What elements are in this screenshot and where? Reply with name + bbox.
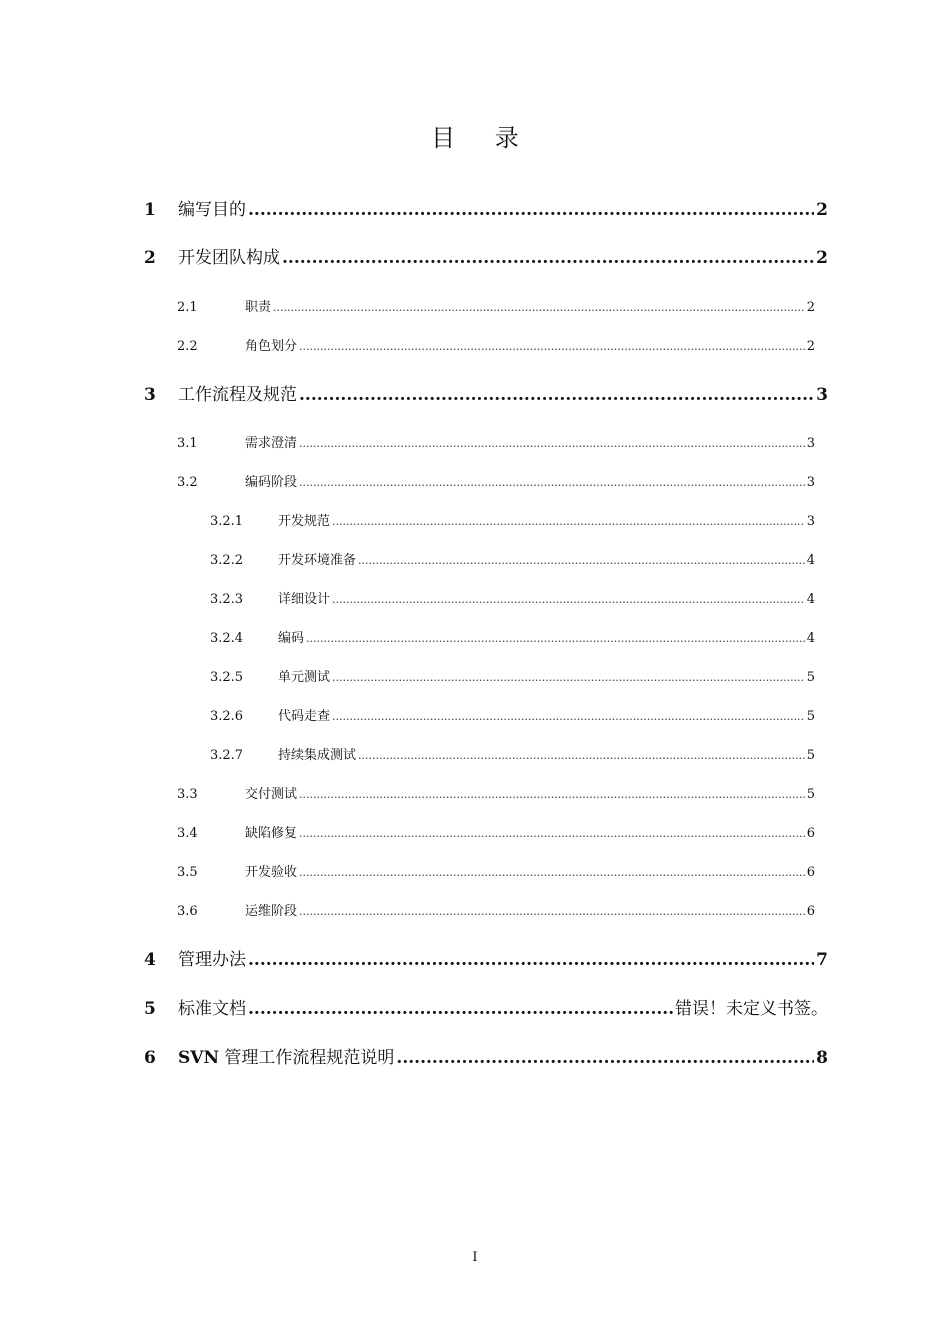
toc-entry-3-2-5[interactable] [210,666,815,685]
toc-entry-page: 5 [806,787,815,802]
toc-entry-title: 开发环境准备 [278,553,357,568]
toc-entry-title: 编写目的 [178,200,246,220]
toc-entry-3-4[interactable] [177,822,815,841]
dot-leader [273,301,805,314]
toc-entry-page: 3 [806,436,815,451]
toc-entry-title: 交付测试 [245,787,298,802]
dot-leader [299,788,805,801]
toc-entry-page: 2 [816,248,828,268]
toc-entry-3-2-1[interactable] [210,510,815,529]
toc-entry-page: 6 [806,904,815,919]
toc-entry-page: 4 [806,553,815,568]
toc-entry-number: 6 [144,1048,156,1068]
toc-entry-title: 管理办法 [178,950,246,970]
dot-leader [282,248,814,268]
toc-entry-page: 6 [806,826,815,841]
toc-entry-number: 3.2.1 [210,514,244,529]
toc-entry-title: 开发验收 [245,865,298,880]
toc-entry-number: 3.2.6 [210,709,244,724]
toc-entry-number: 3.1 [177,436,198,451]
toc-entry-3-5[interactable] [177,861,815,880]
toc-entry-page: 2 [816,200,828,220]
toc-entry-title: 运维阶段 [245,904,298,919]
dot-leader [358,749,805,762]
toc-entry-number: 2.2 [177,339,198,354]
toc-title: 目 录 [431,124,535,152]
toc-entry-title: 详细设计 [278,592,331,607]
toc-entry-number: 5 [144,999,156,1019]
dot-leader [396,1048,814,1068]
toc-entry-3-2-2[interactable] [210,549,815,568]
toc-entry-title [178,1043,394,1068]
page-number-footer: I [472,1250,478,1265]
toc-entry-title: 职责 [245,300,272,315]
toc-entry-page: 4 [806,631,815,646]
toc-entry-title: 工作流程及规范 [178,385,297,405]
toc-entry-5[interactable] [144,994,828,1019]
toc-entry-1[interactable] [144,195,828,220]
toc-entry-number: 3.2.3 [210,592,244,607]
toc-entry-2-2[interactable] [177,335,815,354]
toc-entry-page: 5 [806,748,815,763]
toc-entry-title-rest: 管理工作流程规范说明 [219,1048,395,1068]
toc-entry-page: 2 [806,300,815,315]
toc-entry-number: 3.2.2 [210,553,244,568]
dot-leader [299,385,814,405]
dot-leader [332,593,805,606]
toc-entry-number: 3.6 [177,904,198,919]
toc-entry-number: 2 [144,248,156,268]
dot-leader [299,866,805,879]
toc-entry-page: 4 [806,592,815,607]
dot-leader [306,632,805,645]
toc-entry-title-latin: SVN [178,1048,220,1068]
toc-entry-page-error: 错误！未定义书签。 [675,999,828,1019]
dot-leader [299,827,805,840]
toc-entry-title: 持续集成测试 [278,748,357,763]
dot-leader [358,554,805,567]
toc-entry-number: 3.2 [177,475,198,490]
toc-entry-page: 3 [816,385,828,405]
dot-leader [332,710,805,723]
toc-entry-number: 3.4 [177,826,198,841]
toc-entry-title: 单元测试 [278,670,331,685]
toc-entry-number: 3.5 [177,865,198,880]
toc-entry-title: 角色划分 [245,339,298,354]
dot-leader [299,905,805,918]
toc-entry-page: 3 [806,475,815,490]
toc-entry-3-2-6[interactable] [210,705,815,724]
toc-entry-number: 3.2.7 [210,748,244,763]
toc-entry-title: 编码阶段 [245,475,298,490]
dot-leader [299,340,805,353]
toc-entry-title: 代码走查 [278,709,331,724]
toc-entry-page: 8 [816,1048,828,1068]
toc-entry-title: 开发规范 [278,514,331,529]
toc-entry-3-2-4[interactable] [210,627,815,646]
toc-entry-3[interactable] [144,380,828,405]
toc-entry-number: 3.2.5 [210,670,244,685]
dot-leader [299,437,805,450]
toc-entry-3-2-7[interactable] [210,744,815,763]
toc-entry-3-1[interactable] [177,432,815,451]
toc-entry-number: 3.2.4 [210,631,244,646]
toc-entry-title: 需求澄清 [245,436,298,451]
dot-leader [332,515,805,528]
toc-entry-number: 3.3 [177,787,198,802]
dot-leader [248,200,814,220]
toc-entry-3-3[interactable] [177,783,815,802]
toc-entry-number: 4 [144,950,156,970]
toc-entry-title: 编码 [278,631,305,646]
toc-entry-page: 7 [816,950,828,970]
toc-entry-3-2-3[interactable] [210,588,815,607]
toc-entry-6[interactable] [144,1043,828,1068]
toc-entry-3-2[interactable] [177,471,815,490]
toc-entry-title: 标准文档 [178,999,246,1019]
toc-entry-title: 开发团队构成 [178,248,280,268]
toc-entry-4[interactable] [144,945,828,970]
toc-entry-number: 1 [144,200,156,220]
toc-entry-3-6[interactable] [177,900,815,919]
toc-entry-page: 3 [806,514,815,529]
toc-entry-number: 3 [144,385,156,405]
toc-entry-number: 2.1 [177,300,198,315]
toc-entry-page: 5 [806,670,815,685]
toc-entry-page: 5 [806,709,815,724]
toc-entry-title: 缺陷修复 [245,826,298,841]
dot-leader [248,950,814,970]
toc-entry-page: 2 [806,339,815,354]
toc-entry-2[interactable] [144,243,828,268]
dot-leader [299,476,805,489]
toc-entry-2-1[interactable] [177,296,815,315]
toc-entry-page: 6 [806,865,815,880]
dot-leader [332,671,805,684]
dot-leader [248,999,673,1019]
